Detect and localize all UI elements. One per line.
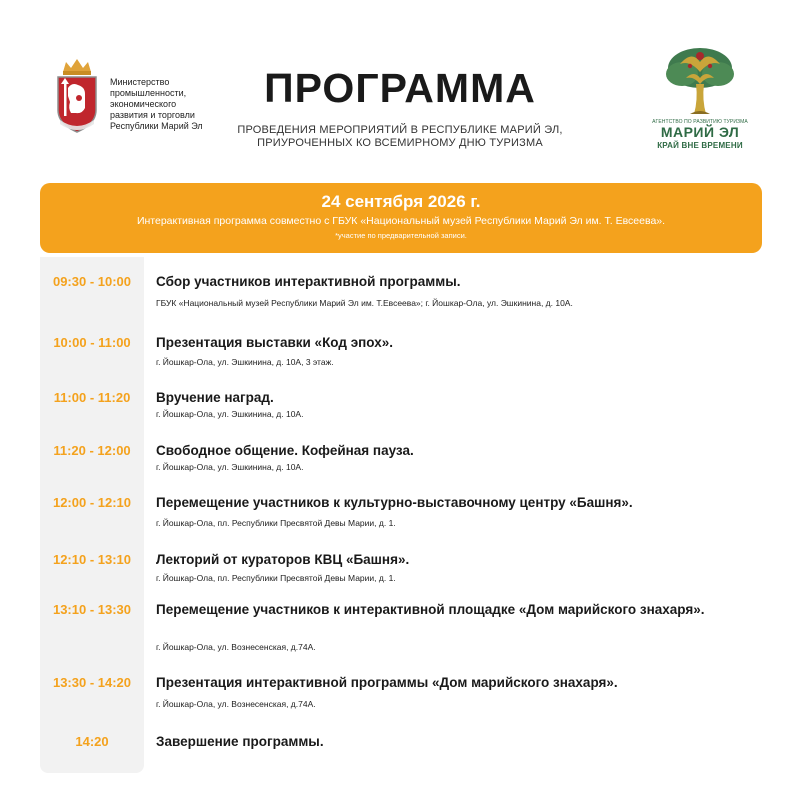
- coat-of-arms-icon: [52, 58, 102, 140]
- schedule-address: г. Йошкар-Ола, пл. Республики Пресвятой Девы Марии, д. 1.: [156, 518, 396, 528]
- schedule-title: Лекторий от кураторов КВЦ «Башня».: [156, 552, 410, 567]
- schedule-address: г. Йошкар-Ола, пл. Республики Пресвятой Девы Марии, д. 1.: [156, 573, 396, 583]
- registration-note: *участие по предварительной записи.: [335, 231, 467, 240]
- schedule-time: 13:30 - 14:20: [52, 675, 132, 690]
- schedule-address: г. Йошкар-Ола, ул. Вознесенская, д.74А.: [156, 642, 316, 652]
- agency-label: АГЕНТСТВО ПО РАЗВИТИЮ ТУРИЗМА: [652, 119, 748, 125]
- schedule-title: Завершение программы.: [156, 734, 324, 749]
- date-banner: [40, 183, 762, 253]
- page-subtitle: ПРОВЕДЕНИЯ МЕРОПРИЯТИЙ В РЕСПУБЛИКЕ МАРИЙ ЭЛ, ПРИУРОЧЕННЫХ КО ВСЕМИРНОМУ ДНЮ ТУРИЗМА: [237, 124, 563, 149]
- tree-icon: [640, 44, 760, 120]
- schedule-address: г. Йошкар-Ола, ул. Вознесенская, д.74А.: [156, 699, 316, 709]
- agency-slogan: КРАЙ ВНЕ ВРЕМЕНИ: [657, 141, 743, 150]
- schedule-title: Перемещение участников к интерактивной площадке «Дом марийского знахаря».: [156, 602, 705, 617]
- schedule-time: 11:00 - 11:20: [53, 390, 131, 405]
- banner-description: Интерактивная программа совместно с ГБУК «Национальный музей Республики Марий Эл им. Т. Евсеева».: [136, 215, 666, 227]
- schedule-title: Презентация интерактивной программы «Дом марийского знахаря».: [156, 675, 618, 690]
- schedule-address: г. Йошкар-Ола, ул. Эшкинина, д. 10А, 3 этаж.: [156, 357, 334, 367]
- schedule-address: г. Йошкар-Ола, ул. Эшкинина, д. 10А.: [156, 409, 304, 419]
- schedule-time: 12:00 - 12:10: [52, 495, 132, 510]
- schedule-time: 14:20: [75, 734, 109, 749]
- agency-name: МАРИЙ ЭЛ: [660, 124, 740, 140]
- page-title: ПРОГРАММА: [264, 65, 536, 111]
- schedule-address: ГБУК «Национальный музей Республики Марий Эл им. Т.Евсеева»; г. Йошкар-Ола, ул. Эшкинина, д. 10А.: [156, 298, 573, 308]
- ministry-name: Министерство промышленности, экономического развития и торговли Республики Марий Эл: [110, 77, 203, 131]
- schedule-address: г. Йошкар-Ола, ул. Эшкинина, д. 10А.: [156, 462, 304, 472]
- agency-block: [640, 44, 760, 154]
- schedule-title: Свободное общение. Кофейная пауза.: [156, 443, 414, 458]
- event-date: 24 сентября 2026 г.: [321, 192, 481, 211]
- schedule-time: 11:20 - 12:00: [53, 443, 131, 458]
- schedule-title: Презентация выставки «Код эпох».: [156, 335, 393, 350]
- schedule-time: 10:00 - 11:00: [53, 335, 131, 350]
- schedule-title: Сбор участников интерактивной программы.: [156, 274, 461, 289]
- schedule-time: 09:30 - 10:00: [52, 274, 132, 289]
- ministry-block: [52, 58, 222, 138]
- schedule-time: 12:10 - 13:10: [52, 552, 132, 567]
- schedule-time: 13:10 - 13:30: [52, 602, 132, 617]
- schedule-title: Вручение наград.: [156, 390, 274, 405]
- schedule-title: Перемещение участников к культурно-выставочному центру «Башня».: [156, 495, 633, 510]
